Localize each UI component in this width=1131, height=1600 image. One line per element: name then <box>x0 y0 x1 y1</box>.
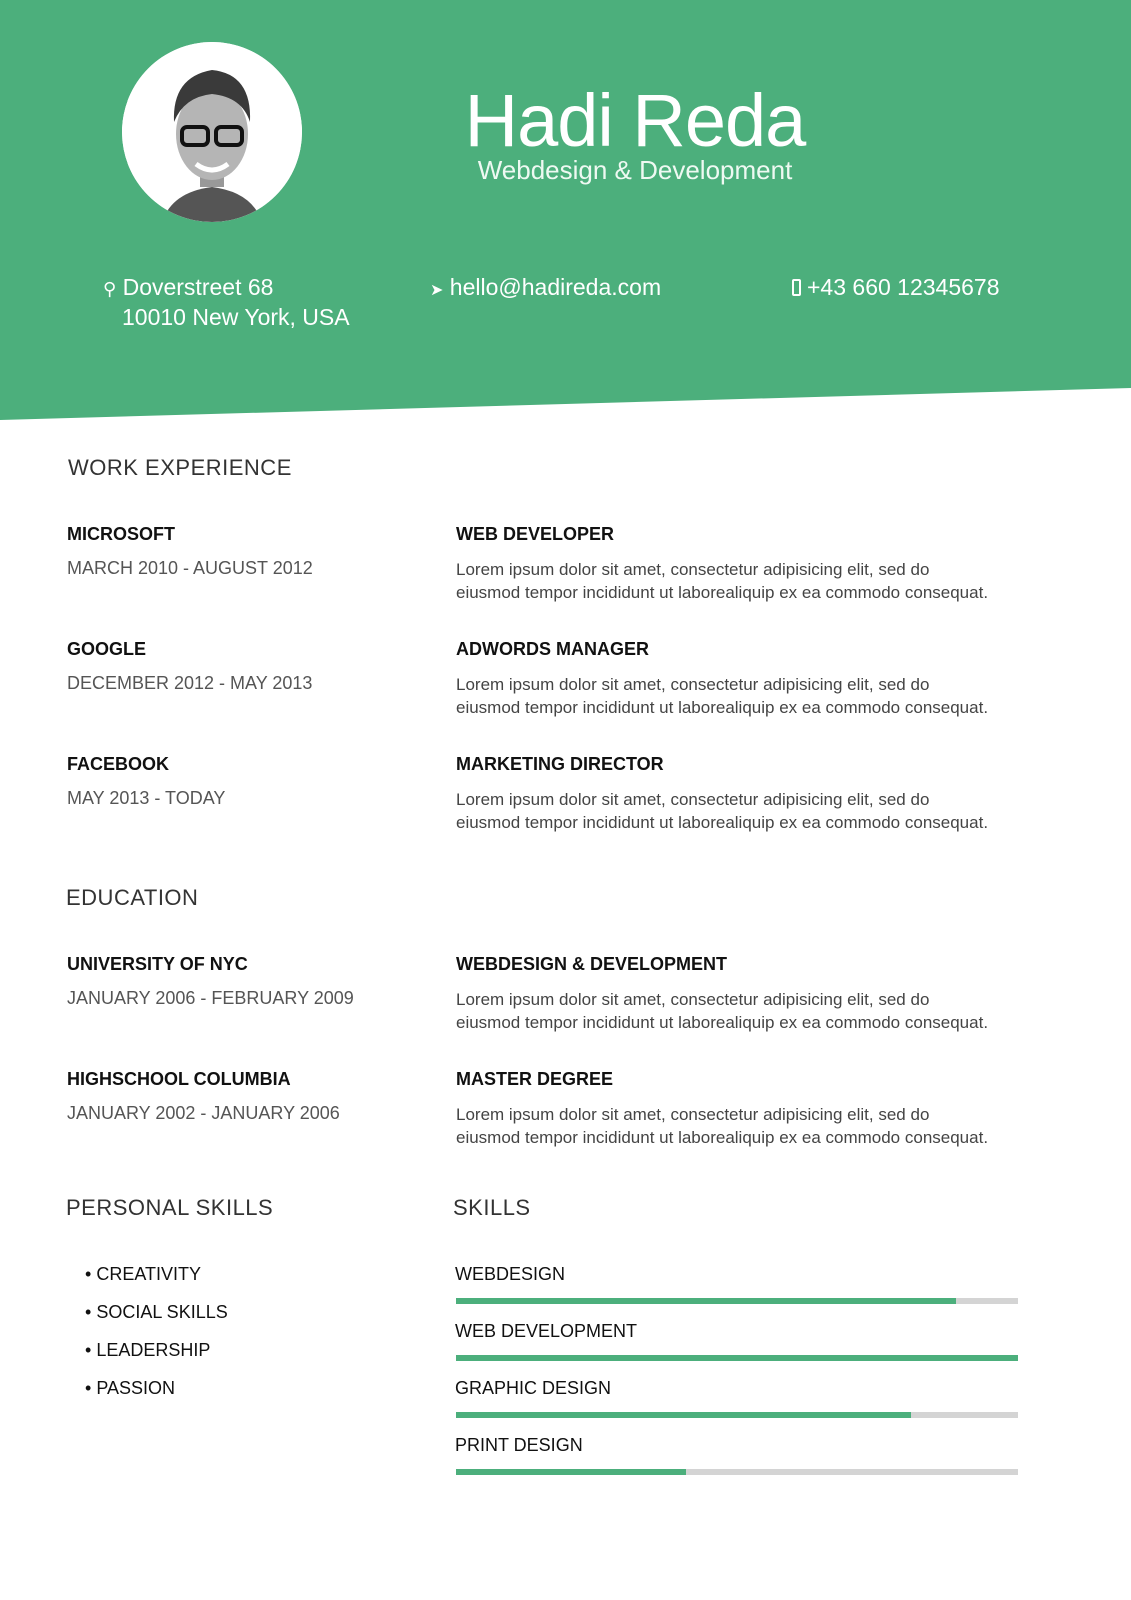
candidate-title: Webdesign & Development <box>477 155 793 185</box>
description-line: eiusmod tempor incididunt ut laborealiquip ex ea commodo consequat. <box>456 1128 989 1147</box>
email-text: hello@hadireda.com <box>449 274 662 300</box>
date-range: MARCH 2010 - AUGUST 2012 <box>67 558 313 578</box>
description <box>456 788 1036 834</box>
description <box>456 1103 1036 1149</box>
phone-text: +43 660 12345678 <box>807 274 1000 300</box>
map-pin-icon: ⚲ <box>103 279 117 299</box>
address-line2: 10010 New York, USA <box>122 304 350 330</box>
skill-bar-fill <box>456 1355 1018 1361</box>
description-line: eiusmod tempor incididunt ut laborealiquip ex ea commodo consequat. <box>456 813 989 832</box>
email <box>430 273 661 305</box>
skill-bar-fill <box>456 1412 911 1418</box>
skill-bar <box>456 1469 1018 1475</box>
address <box>103 273 350 331</box>
skill-bar <box>456 1355 1018 1361</box>
description <box>456 673 1036 719</box>
date-range: DECEMBER 2012 - MAY 2013 <box>67 673 313 693</box>
skill-bar-fill <box>456 1298 956 1304</box>
description-line: Lorem ipsum dolor sit amet, consectetur adipisicing elit, sed do <box>456 560 930 579</box>
description <box>456 558 1036 604</box>
address-line1: Doverstreet 68 <box>122 274 274 300</box>
skill-label: PRINT DESIGN <box>455 1435 583 1455</box>
bullet-icon: • <box>85 1302 92 1322</box>
description-line: Lorem ipsum dolor sit amet, consectetur adipisicing elit, sed do <box>456 1105 930 1124</box>
skill-label: GRAPHIC DESIGN <box>455 1378 612 1398</box>
description-line: Lorem ipsum dolor sit amet, consectetur adipisicing elit, sed do <box>456 990 930 1009</box>
bullet-icon: • <box>85 1264 92 1284</box>
description-line: eiusmod tempor incididunt ut laborealiquip ex ea commodo consequat. <box>456 583 989 602</box>
phone <box>792 273 1000 301</box>
description <box>456 988 1036 1034</box>
personal-skill-item <box>85 1378 175 1399</box>
skill-bar <box>456 1412 1018 1418</box>
date-range: MAY 2013 - TODAY <box>67 788 226 808</box>
description-line: Lorem ipsum dolor sit amet, consectetur adipisicing elit, sed do <box>456 675 930 694</box>
role-title: MARKETING DIRECTOR <box>456 754 664 774</box>
organization: MICROSOFT <box>67 524 175 544</box>
skill-bar <box>456 1298 1018 1304</box>
role-title: WEB DEVELOPER <box>456 524 615 544</box>
date-range: JANUARY 2002 - JANUARY 2006 <box>67 1103 340 1123</box>
work-experience-heading: WORK EXPERIENCE <box>68 455 292 480</box>
personal-skill-label: CREATIVITY <box>96 1264 202 1284</box>
skills-heading: SKILLS <box>453 1195 531 1220</box>
description-line: eiusmod tempor incididunt ut laborealiquip ex ea commodo consequat. <box>456 1013 989 1032</box>
role-title: ADWORDS MANAGER <box>456 639 649 659</box>
role-title: MASTER DEGREE <box>456 1069 614 1089</box>
personal-skill-label: LEADERSHIP <box>96 1340 211 1360</box>
skill-label: WEBDESIGN <box>455 1264 566 1284</box>
skill-bar-fill <box>456 1469 686 1475</box>
personal-skill-label: SOCIAL SKILLS <box>96 1302 228 1322</box>
organization: UNIVERSITY OF NYC <box>67 954 248 974</box>
role-title: WEBDESIGN & DEVELOPMENT <box>456 954 728 974</box>
skill-label: WEB DEVELOPMENT <box>455 1321 638 1341</box>
education-heading: EDUCATION <box>66 885 199 910</box>
mobile-phone-icon <box>792 279 801 296</box>
bullet-icon: • <box>85 1378 92 1398</box>
profile-photo <box>122 42 302 222</box>
paper-plane-icon: ➤ <box>430 282 444 299</box>
personal-skill-item <box>85 1340 210 1361</box>
bullet-icon: • <box>85 1340 92 1360</box>
organization: HIGHSCHOOL COLUMBIA <box>67 1069 291 1089</box>
personal-skill-item <box>85 1264 201 1285</box>
date-range: JANUARY 2006 - FEBRUARY 2009 <box>67 988 354 1008</box>
organization: FACEBOOK <box>67 754 170 774</box>
description-line: Lorem ipsum dolor sit amet, consectetur adipisicing elit, sed do <box>456 790 930 809</box>
personal-skills-heading: PERSONAL SKILLS <box>66 1195 274 1220</box>
description-line: eiusmod tempor incididunt ut laborealiquip ex ea commodo consequat. <box>456 698 989 717</box>
personal-skill-label: PASSION <box>96 1378 176 1398</box>
personal-skill-item <box>85 1302 228 1323</box>
organization: GOOGLE <box>67 639 147 659</box>
candidate-name: Hadi Reda <box>464 79 806 162</box>
